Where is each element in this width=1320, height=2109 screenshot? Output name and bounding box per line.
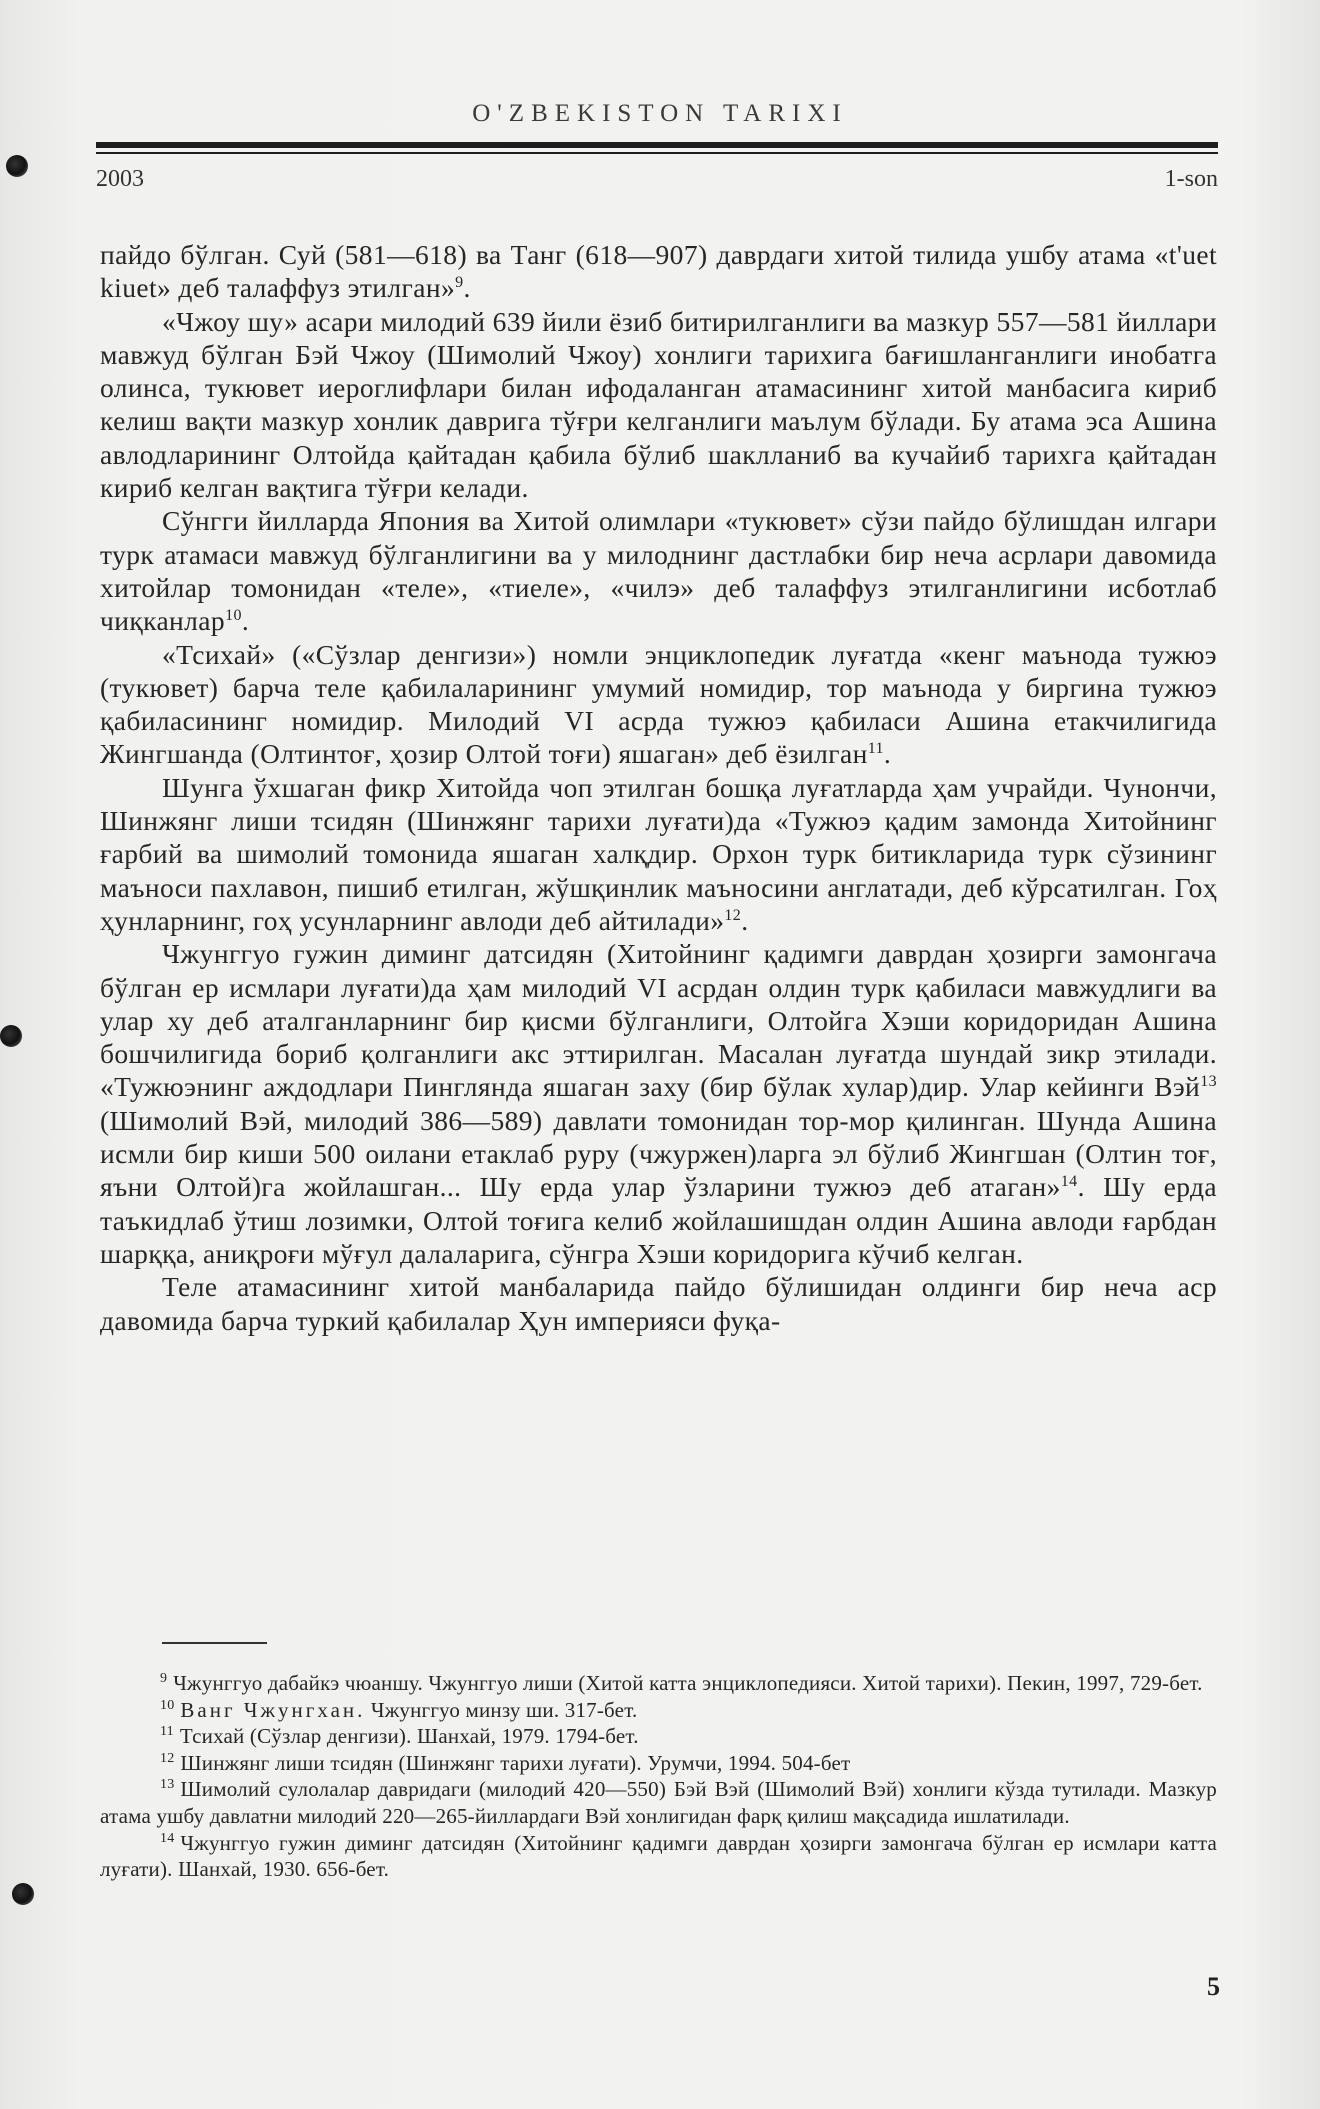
paragraph: Теле атамасининг хитой манбаларида пайдо бўлишидан олдинги бир неча аср давомида барча туркий қабилалар Ҳун империяси фуқа- <box>100 1271 1217 1336</box>
footnote-text: Тсихай (Сўзлар денгизи). Шанхай, 1979. 1794-бет. <box>179 1724 639 1749</box>
footnote-number: 14 <box>160 1830 175 1846</box>
footnote-text: Чжунггуо минзу ши. 317-бет. <box>365 1697 638 1722</box>
journal-title: O'ZBEKISTON TARIXI <box>472 100 848 127</box>
footnote <box>100 1830 1217 1883</box>
footnote <box>100 1723 1217 1750</box>
paragraph <box>100 504 1217 637</box>
page-number: 5 <box>1207 1972 1220 2001</box>
paragraph-text: (Шимолий Вэй, милодий 386—589) давлати томонидан тор-мор қилинган. Шунда Ашина исмли бир киши 500 оилани етаклаб руру (чжуржен)ларга эл бўлиб Жингшан (Олтин тоғ, яъни Олтой)га жойлашган... Шу ерда улар ўзларини тужюэ деб атаган» <box>100 1104 1217 1203</box>
paragraph <box>100 771 1217 937</box>
footnote-text: Чжунггуо дабайкэ чюаншу. Чжунггуо лиши (Хитой катта энциклопедияси. Хитой тарихи). Пекин, 1997, 729-бет. <box>173 1671 1203 1695</box>
paragraph <box>100 937 1217 1270</box>
footnote-number: 9 <box>160 1671 168 1686</box>
issue-year: 2003 <box>96 166 144 192</box>
footnote-ref: 9 <box>455 274 464 292</box>
footnotes <box>100 1670 1217 1883</box>
paragraph-text: Чжунггуо гужин диминг датсидян (Хитойнинг қадимги даврдан ҳозирги замонгача бўлган ер исмлари луғати)да ҳам милодий VI асрдан олдин турк қабиласи мавжудлиги ва улар ху деб аталганларнинг бир қисми бўлганлиги, Олтойга Хэши коридоридан Ашина бошчилигида бориб қолганлиги акс эттирилган. Масалан луғатда шундай зикр этилади. «Тужюэнинг аждодлари Пинглянда яшаган заху (бир бўлак хулар)дир. Улар кейинги Вэй <box>100 938 1217 1103</box>
binder-hole <box>6 155 28 177</box>
paragraph <box>100 238 1217 305</box>
footnote-ref: 14 <box>1060 1173 1078 1191</box>
footnote-ref: 13 <box>1200 1073 1217 1091</box>
footnote-number: 13 <box>160 1777 175 1793</box>
footnote-ref: 11 <box>867 740 884 758</box>
footnote-number: 11 <box>160 1724 174 1740</box>
punctuation: . <box>241 605 250 637</box>
paragraph-text: пайдо бўлган. Суй (581—618) ва Танг (618—907) даврдаги хитой тилида ушбу атама «t'uet kiuet» деб талаффуз этилган» <box>100 239 1217 304</box>
footnote-text: Шинжянг лиши тсидян (Шинжянг тарихи луғати). Урумчи, 1994. 504-бет <box>180 1750 851 1775</box>
issue-number: 1-son <box>1164 166 1218 192</box>
paragraph <box>100 638 1217 771</box>
paragraph-text: «Тсихай» («Сўзлар денгизи») номли энциклопедик луғатда «кенг маънода тужюэ (тукювет) барча теле қабилаларининг умумий номидир, тор маънода у биргина тужюэ қабиласининг номидир. Милодий VI асрда тужюэ қабиласи Ашина етакчилигида Жингшанда (Олтинтоғ, ҳозир Олтой тоғи) яшаган» деб ёзилган <box>100 638 1217 770</box>
footnote-author: Ванг Чжунгхан. <box>180 1697 366 1722</box>
header-rule-thin <box>96 152 1218 154</box>
punctuation: . <box>883 738 892 770</box>
punctuation: . <box>741 904 749 936</box>
punctuation: . <box>463 272 471 304</box>
paragraph-text: . Шу ерда таъкидлаб ўтиш лозимки, Олтой тоғига келиб жойлашишдан олдин Ашина авлоди ғарбдан шарққа, аниқроғи мўғул далаларига, сўнгра Хэши коридорига кўчиб келган. <box>100 1171 1217 1269</box>
footnote-ref: 10 <box>225 607 242 625</box>
footnote <box>100 1750 1217 1777</box>
footnote-separator <box>162 1642 267 1644</box>
header-rule <box>96 142 1218 148</box>
footnote-number: 12 <box>160 1750 175 1766</box>
binder-hole <box>12 1883 34 1905</box>
paragraph-text: Шунга ўхшаган фикр Хитойда чоп этилган бошқа луғатларда ҳам учрайди. Чунончи, Шинжянг лиши тсидян (Шинжянг тарихи луғати)да «Тужюэ қадим замонда Хитойнинг ғарбий ва шимолий томонида яшаган халқдир. Орхон турк битикларида турк сўзининг маъноси пахлавон, пишиб етилган, жўшқинлик маъносини англатади, деб кўрсатилган. Гоҳ ҳунларнинг, гоҳ усунларнинг авлоди деб айтилади» <box>100 771 1217 936</box>
footnote-number: 10 <box>160 1697 175 1713</box>
paragraph-text: Сўнгги йилларда Япония ва Хитой олимлари «тукювет» сўзи пайдо бўлишдан илгари турк атамаси мавжуд бўлганлигини ва у милоднинг дастлабки бир неча асрлари давомида хитойлар томонидан «теле», «тиеле», «чилэ» деб талаффуз этилганлигини исботлаб чиқканлар <box>100 505 1217 637</box>
footnote-text: Чжунггуо гужин диминг датсидян (Хитойнинг қадимги даврдан ҳозирги замонгача бўлган ер исмлари катта луғати). Шанхай, 1930. 656-бет. <box>100 1830 1217 1882</box>
binder-hole <box>0 1025 22 1047</box>
article-body <box>100 238 1217 1337</box>
footnote <box>100 1670 1217 1697</box>
footnote <box>100 1776 1217 1829</box>
footnote-ref: 12 <box>724 906 742 924</box>
paragraph: «Чжоу шу» асари милодий 639 йили ёзиб битирилганлиги ва мазкур 557—581 йиллари мавжуд бўлган Бэй Чжоу (Шимолий Чжоу) хонлиги тарихига бағишланганлиги инобатга олинса, тукювет иероглифлари билан ифодаланган атамасининг хитой манбасига кириб келиш вақти мазкур хонлик даврига тўғри келганлиги маълум бўлади. Бу атама эса Ашина авлодларининг Олтойда қайтадан қабила бўлиб шаклланиб ва кучайиб тарихга қайтадан кириб келган вақтига тўғри келади. <box>100 305 1217 504</box>
footnote <box>100 1697 1217 1724</box>
footnote-text: Шимолий сулолалар давридаги (милодий 420—550) Бэй Вэй (Шимолий Вэй) хонлиги кўзда тутилади. Мазкур атама ушбу давлатни милодий 220—265-йиллардаги Вэй хонлигидан фарқ қилиш мақсадида ишлатилади. <box>100 1777 1217 1828</box>
